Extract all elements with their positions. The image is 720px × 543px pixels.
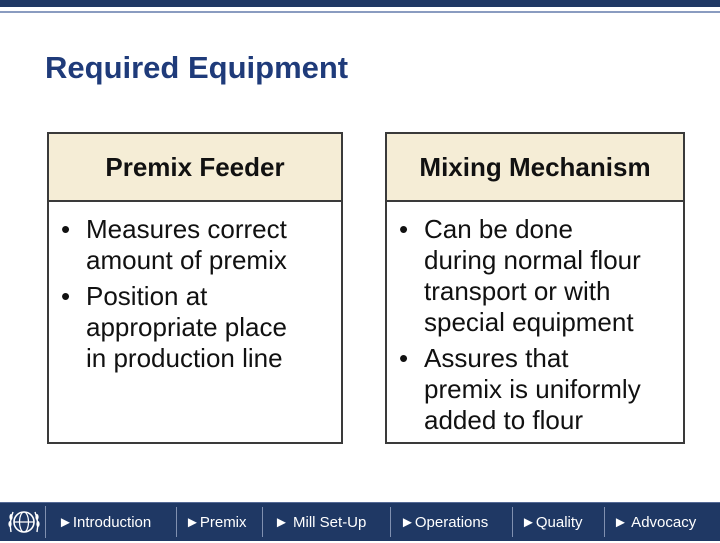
bullet-line: premix is uniformly: [424, 374, 641, 404]
bullet-dot: •: [61, 214, 71, 244]
mixing-mechanism-card: [385, 132, 685, 444]
bullet-line: Assures that: [424, 343, 569, 373]
globe-wheat-icon[interactable]: [3, 506, 46, 538]
card-body: [387, 202, 683, 436]
bullet-dot: •: [61, 281, 71, 311]
bullet-item: [397, 214, 673, 338]
bullet-item: [59, 281, 331, 374]
bullet-line: during normal flour: [424, 245, 641, 275]
bullet-dot: •: [399, 214, 409, 244]
bottom-nav-bar: [0, 502, 720, 541]
bullet-line: added to flour: [424, 405, 584, 435]
nav-divider: [176, 507, 177, 537]
nav-mill-set-up[interactable]: ► Mill Set-Up: [274, 513, 367, 531]
nav-divider: [512, 507, 513, 537]
bullet-line: in production line: [86, 343, 283, 373]
bullet-line: amount of premix: [86, 245, 287, 275]
bullet-line: special equipment: [424, 307, 634, 337]
bullet-line: Can be done: [424, 214, 573, 244]
nav-introduction[interactable]: ►Introduction: [58, 513, 152, 531]
bullet-item: [59, 214, 331, 276]
nav-quality[interactable]: ►Quality: [521, 513, 583, 531]
slide-title: Required Equipment: [45, 50, 349, 85]
top-rule-thick: [0, 0, 720, 7]
nav-operations[interactable]: ►Operations: [400, 513, 489, 531]
bullet-line: appropriate place: [86, 312, 287, 342]
bullet-dot: •: [399, 343, 409, 373]
nav-divider: [604, 507, 605, 537]
card-heading: Premix Feeder: [49, 134, 341, 202]
bullet-line: Position at: [86, 281, 208, 311]
card-heading: Mixing Mechanism: [387, 134, 683, 202]
top-rule-thin: [0, 11, 720, 13]
nav-premix[interactable]: ►Premix: [185, 513, 247, 531]
card-body: [49, 202, 341, 374]
bullet-item: [397, 343, 673, 436]
nav-divider: [262, 507, 263, 537]
nav-advocacy[interactable]: ► Advocacy: [613, 513, 697, 531]
bullet-line: transport or with: [424, 276, 611, 306]
bullet-line: Measures correct: [86, 214, 287, 244]
premix-feeder-card: [47, 132, 343, 444]
nav-divider: [390, 507, 391, 537]
